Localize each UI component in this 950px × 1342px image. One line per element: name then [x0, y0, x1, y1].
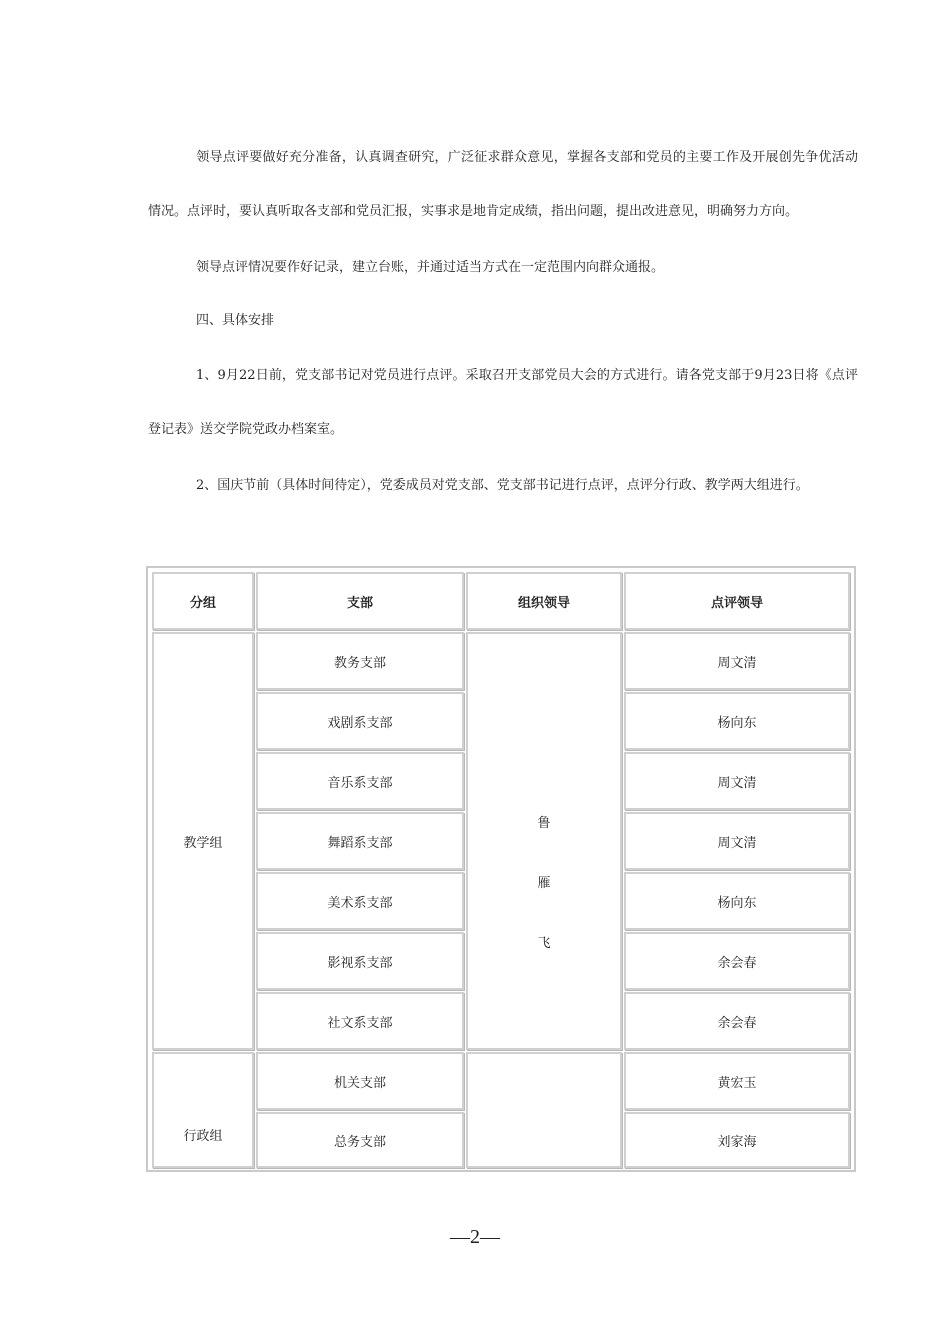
section-heading: 四、具体安排	[196, 313, 275, 328]
branch-cell: 社文系支部	[256, 992, 464, 1050]
group-teaching-cell: 教学组	[152, 632, 254, 1050]
page-number: —2—	[450, 1226, 500, 1248]
review-assignment-table	[146, 566, 856, 1172]
header-reviewer: 点评领导	[624, 572, 850, 630]
org-leader-char: 鲁	[537, 816, 551, 831]
org-leader-admin-cell	[466, 1052, 622, 1168]
group-admin-cell: 行政组	[152, 1052, 254, 1168]
reviewer-cell: 周文清	[624, 812, 850, 870]
branch-cell: 影视系支部	[256, 932, 464, 990]
branch-cell: 机关支部	[256, 1052, 464, 1110]
org-leader-char: 飞	[537, 936, 551, 951]
reviewer-cell: 刘家海	[624, 1112, 850, 1168]
org-leader-char: 雁	[537, 876, 551, 891]
reviewer-cell: 杨向东	[624, 872, 850, 930]
header-group: 分组	[152, 572, 254, 630]
branch-cell: 总务支部	[256, 1112, 464, 1168]
reviewer-cell: 余会春	[624, 992, 850, 1050]
paragraph-leader-review-prep: 领导点评要做好充分准备，认真调查研究，广泛征求群众意见，掌握各支部和党员的主要工作及开展创先争优活动情况。点评时，要认真听取各支部和党员汇报，实事求是地肯定成绩，指出问题，提出改进意见，明确努力方向。	[148, 150, 858, 219]
paragraph-leader-review-record: 领导点评情况要作好记录，建立台账，并通过适当方式在一定范围内向群众通报。	[196, 260, 665, 275]
reviewer-cell: 杨向东	[624, 692, 850, 750]
paragraph-arrangement-2: 2、国庆节前（具体时间待定），党委成员对党支部、党支部书记进行点评，点评分行政、教学两大组进行。	[196, 478, 809, 493]
header-branch: 支部	[256, 572, 464, 630]
reviewer-cell: 余会春	[624, 932, 850, 990]
branch-cell: 舞蹈系支部	[256, 812, 464, 870]
org-leader-teaching-cell	[466, 632, 622, 1050]
branch-cell: 戏剧系支部	[256, 692, 464, 750]
branch-cell: 教务支部	[256, 632, 464, 690]
branch-cell: 音乐系支部	[256, 752, 464, 810]
branch-cell: 美术系支部	[256, 872, 464, 930]
header-org-leader: 组织领导	[466, 572, 622, 630]
reviewer-cell: 周文清	[624, 752, 850, 810]
reviewer-cell: 黄宏玉	[624, 1052, 850, 1110]
reviewer-cell: 周文清	[624, 632, 850, 690]
paragraph-arrangement-1: 1、9月22日前，党支部书记对党员进行点评。采取召开支部党员大会的方式进行。请各党支部于9月23日将《点评登记表》送交学院党政办档案室。	[148, 368, 858, 437]
